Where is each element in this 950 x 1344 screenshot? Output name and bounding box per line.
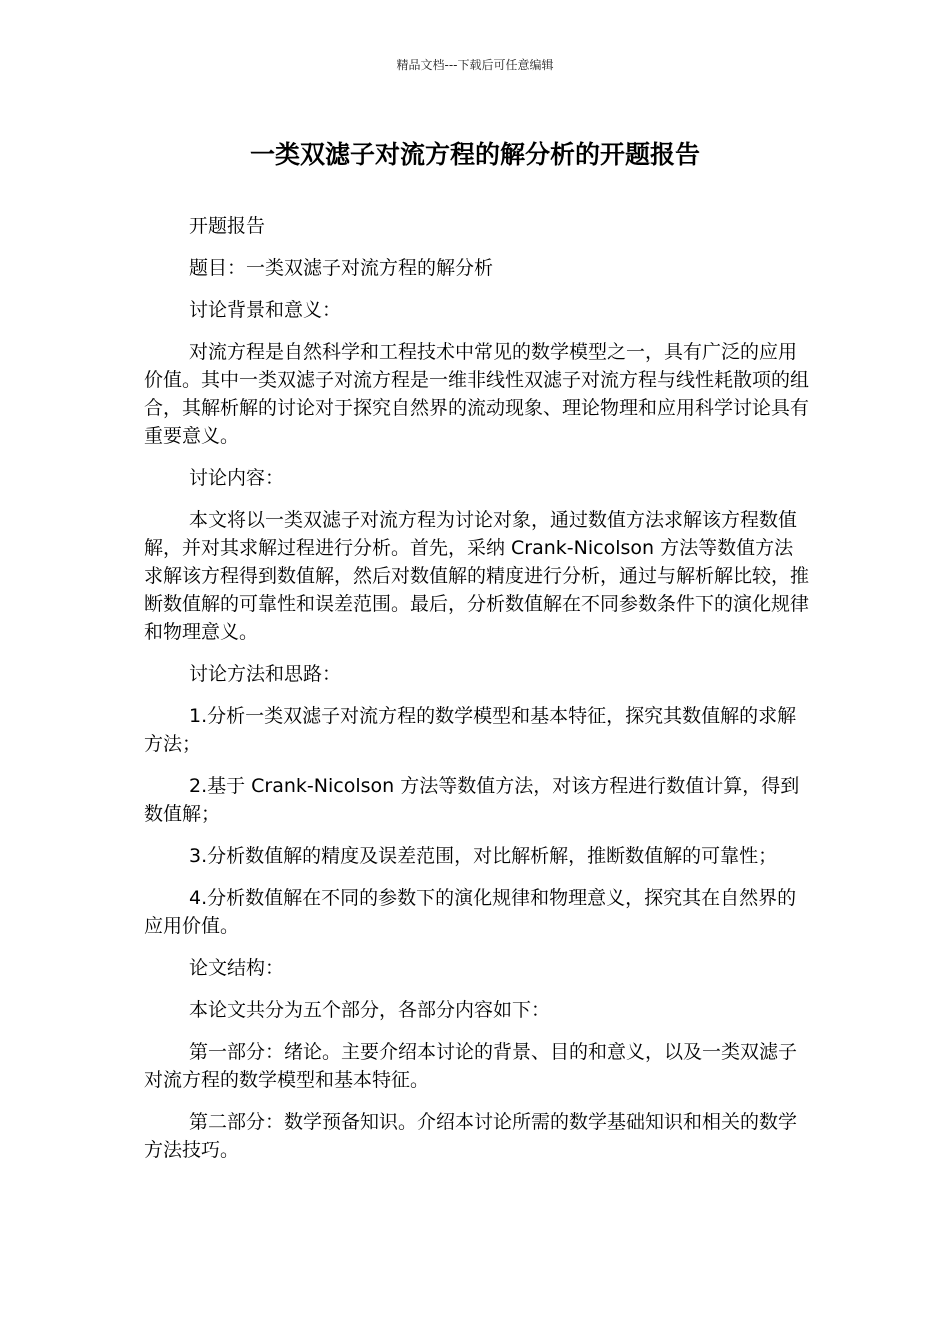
paragraph: 4.分析数值解在不同的参数下的演化规律和物理意义，探究其在自然界的应用价值。 <box>144 887 797 937</box>
paragraph: 开题报告 <box>189 215 266 237</box>
paragraph: 第一部分：绪论。主要介绍本讨论的背景、目的和意义，以及一类双滤子对流方程的数学模型和基本特征。 <box>144 1041 798 1091</box>
document-body <box>144 212 809 1178</box>
document-title: 一类双滤子对流方程的解分析的开题报告 <box>249 140 700 169</box>
paragraph: 题目：一类双滤子对流方程的解分析 <box>189 257 494 279</box>
paragraph: 本论文共分为五个部分，各部分内容如下： <box>189 999 551 1021</box>
paragraph: 3.分析数值解的精度及误差范围，对比解析解，推断数值解的可靠性； <box>189 845 778 867</box>
paragraph: 本文将以一类双滤子对流方程为讨论对象，通过数值方法求解该方程数值解，并对其求解过程进行分析。首先，采纳 Crank-Nicolson 方法等数值方法求解该方程得到数值解，然后对数值解的精度进行分析，通过与解析解比较，推断数值解的可靠性和误差范围。最后，分析数值解在不同参数条件下的演化规律和物理意义。 <box>144 509 810 643</box>
page-header: 精品文档---下载后可任意编辑 <box>396 58 554 72</box>
paragraph: 第二部分：数学预备知识。介绍本讨论所需的数学基础知识和相关的数学方法技巧。 <box>144 1111 798 1161</box>
paragraph: 讨论方法和思路： <box>189 663 342 685</box>
paragraph: 论文结构： <box>189 957 285 979</box>
paragraph: 2.基于 Crank-Nicolson 方法等数值方法，对该方程进行数值计算，得到数值解； <box>144 775 800 825</box>
paragraph: 对流方程是自然科学和工程技术中常见的数学模型之一，具有广泛的应用价值。其中一类双滤子对流方程是一维非线性双滤子对流方程与线性耗散项的组合，其解析解的讨论对于探究自然界的流动现象、理论物理和应用科学讨论具有重要意义。 <box>144 341 810 447</box>
paragraph: 讨论内容： <box>189 467 285 489</box>
paragraph: 讨论背景和意义： <box>189 299 342 321</box>
paragraph: 1.分析一类双滤子对流方程的数学模型和基本特征，探究其数值解的求解方法； <box>144 705 797 755</box>
